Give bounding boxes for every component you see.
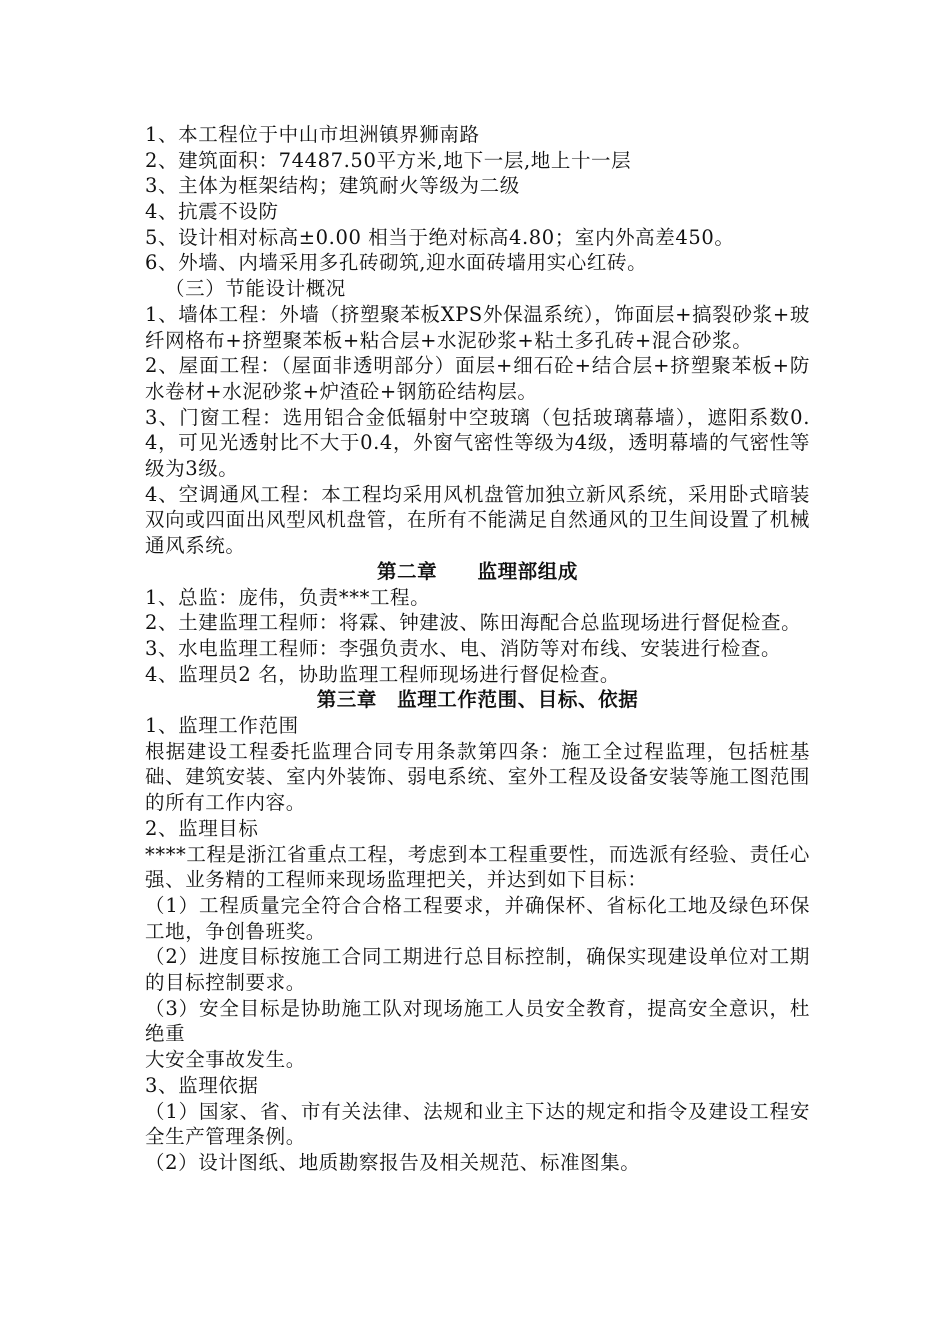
goal-item-1: （1）工程质量完全符合合格工程要求，并确保杯、省标化工地及绿色环保工地，争创鲁班奖。: [145, 893, 810, 943]
energy-item-hvac: 4、空调通风工程：本工程均采用风机盘管加独立新风系统，采用卧式暗装双向或四面出风型风机盘管，在所有不能满足自然通风的卫生间设置了机械通风系统。: [145, 482, 810, 558]
chapter2-item-3: 3、水电监理工程师：李强负责水、电、消防等对布线、安装进行检查。: [145, 636, 782, 660]
chapter2-item-2: 2、土建监理工程师：将霖、钟建波、陈田海配合总监现场进行督促检查。: [145, 611, 802, 635]
goal-intro: ****工程是浙江省重点工程，考虑到本工程重要性，而选派有经验、责任心强、业务精的工程师来现场监理把关，并达到如下目标：: [145, 842, 810, 892]
chapter2-item-1: 1、总监：庞伟，负责***工程。: [145, 585, 431, 609]
overview-item-3: 3、主体为框架结构；建筑耐火等级为二级: [145, 174, 520, 198]
overview-item-4: 4、抗震不设防: [145, 200, 279, 224]
overview-item-5: 5、设计相对标高±0.00 相当于绝对标高4.80；室内外高差450。: [145, 225, 735, 249]
scope-text: 根据建设工程委托监理合同专用条款第四条：施工全过程监理，包括桩基础、建筑安装、室内外装饰、弱电系统、室外工程及设备安装等施工图范围的所有工作内容。: [145, 739, 810, 815]
basis-item-2: （2）设计图纸、地质勘察报告及相关规范、标准图集。: [145, 1150, 641, 1174]
scope-title: 1、监理工作范围: [145, 714, 299, 738]
basis-item-1: （1）国家、省、市有关法律、法规和业主下达的规定和指令及建设工程安全生产管理条例。: [145, 1099, 810, 1149]
chapter2-item-4: 4、监理员2 名，协助监理工程师现场进行督促检查。: [145, 662, 621, 686]
energy-item-windows: 3、门窗工程：选用铝合金低辐射中空玻璃（包括玻璃幕墙），遮阳系数0.4，可见光透射比不大于0.4，外窗气密性等级为4级，透明幕墙的气密性等级为3级。: [145, 405, 810, 481]
document-body: [145, 122, 810, 1176]
basis-title: 3、监理依据: [145, 1073, 259, 1097]
energy-item-roof: 2、屋面工程：（屋面非透明部分）面层+细石砼+结合层+挤塑聚苯板+防水卷材+水泥砂浆+炉渣砼+钢筋砼结构层。: [145, 354, 810, 403]
goal-item-3: （3）安全目标是协助施工队对现场施工人员安全教育，提高安全意识，杜绝重: [145, 996, 810, 1046]
goal-title: 2、监理目标: [145, 816, 259, 840]
overview-item-2: 2、建筑面积：74487.50平方米,地下一层,地上十一层: [145, 148, 632, 172]
overview-item-1: 1、本工程位于中山市坦洲镇界狮南路: [145, 123, 480, 146]
goal-item-2: （2）进度目标按施工合同工期进行总目标控制，确保实现建设单位对工期的目标控制要求。: [145, 945, 810, 995]
overview-item-6: 6、外墙、内墙采用多孔砖砌筑,迎水面砖墙用实心红砖。: [145, 251, 648, 275]
chapter3-title: 第三章 监理工作范围、目标、依据: [316, 688, 639, 712]
chapter2-title: 第二章 监理部组成: [376, 559, 578, 583]
energy-item-wall: 1、墙体工程：外墙（挤塑聚苯板XPS外保温系统），饰面层+搞裂砂浆+玻纤网格布+挤塑聚苯板+粘合层+水泥砂浆+粘土多孔砖+混合砂浆。: [145, 302, 810, 352]
energy-section-title: （三）节能设计概况: [165, 277, 346, 301]
goal-tail: 大安全事故发生。: [145, 1048, 306, 1072]
